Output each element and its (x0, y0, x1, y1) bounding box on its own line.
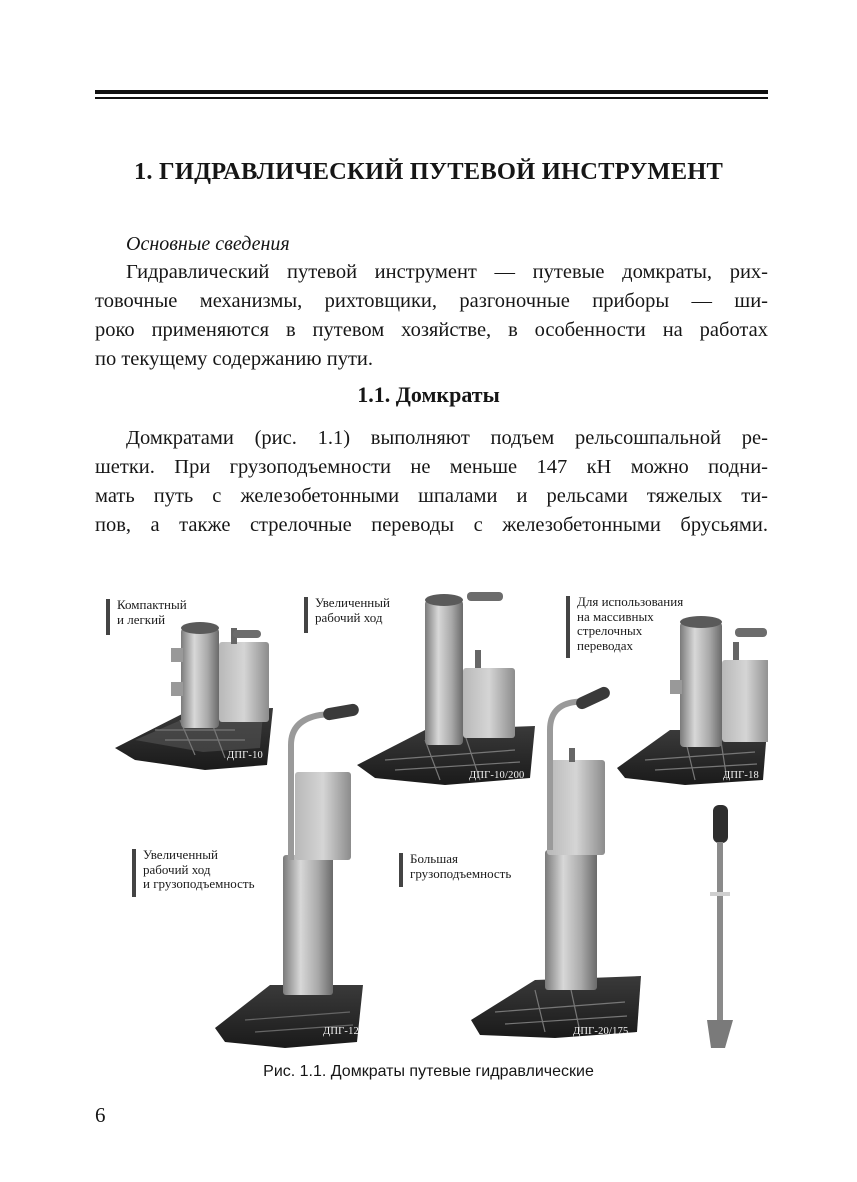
callout-line: переводах (577, 637, 634, 653)
callout-capacity (410, 852, 511, 881)
callout-line: рабочий ход (143, 861, 211, 877)
section-line: пов, а также стрелочные переводы с железобетонными брусьями. (95, 514, 768, 536)
intro-subheading: Основные сведения (126, 233, 290, 255)
jack-dpg10 (115, 622, 273, 770)
callout-line: стрелочных (577, 623, 643, 638)
model-tag-dpg12: ДПГ-12 (323, 1026, 360, 1037)
callout-stroke (315, 596, 390, 625)
callout-stroke-capacity (143, 848, 255, 892)
figure-jacks (95, 580, 768, 1050)
page-number: 6 (95, 1103, 106, 1127)
section-line: Домкратами (рис. 1.1) выполняют подъем рельсошпальной ре- (126, 427, 768, 449)
figure-caption: Рис. 1.1. Домкраты путевые гидравлические (263, 1063, 594, 1080)
model-tag-dpg10: ДПГ-10 (227, 750, 264, 761)
callout-compact (117, 598, 187, 627)
section-line: шетки. При грузоподъемности не меньше 147 кН можно подни- (95, 456, 768, 478)
intro-line: товочные механизмы, рихтовщики, разгоночные приборы — ши- (95, 290, 768, 312)
callout-line: Большая (410, 851, 458, 866)
model-tag-dpg18: ДПГ-18 (723, 770, 760, 781)
intro-line: роко применяются в путевом хозяйстве, в особенности на работах (95, 319, 768, 341)
section-paragraph (95, 424, 768, 540)
chapter-title: 1. ГИДРАВЛИЧЕСКИЙ ПУТЕВОЙ ИНСТРУМЕНТ (133, 158, 724, 185)
intro-line: Гидравлический путевой инструмент — путевые домкраты, рих- (126, 261, 768, 283)
section-line: мать путь с железобетонными шпалами и рельсами тяжелых ти- (95, 485, 768, 507)
callout-line: и легкий (117, 611, 166, 627)
section-title: 1.1. Домкраты (357, 382, 500, 407)
callout-line: рабочий ход (315, 609, 383, 625)
callout-line: грузоподъемность (410, 865, 512, 881)
callout-line: Для использования (577, 594, 684, 609)
callout-line: Компактный (117, 597, 187, 612)
intro-paragraph (95, 258, 768, 374)
callout-line: на массивных (577, 608, 654, 624)
callout-massive (577, 595, 683, 653)
callout-line: Увеличенный (143, 847, 218, 862)
callout-line: и грузоподъемность (143, 876, 255, 891)
callout-line: Увеличенный (315, 595, 390, 610)
intro-line: по текущему содержанию пути. (95, 348, 374, 370)
model-tag-dpg20-175: ДПГ-20/175 (573, 1026, 629, 1037)
jack-lever (707, 805, 733, 1048)
header-rule-thick (95, 90, 768, 94)
header-rule-thin (95, 97, 768, 99)
model-tag-dpg10-200: ДПГ-10/200 (469, 770, 525, 781)
